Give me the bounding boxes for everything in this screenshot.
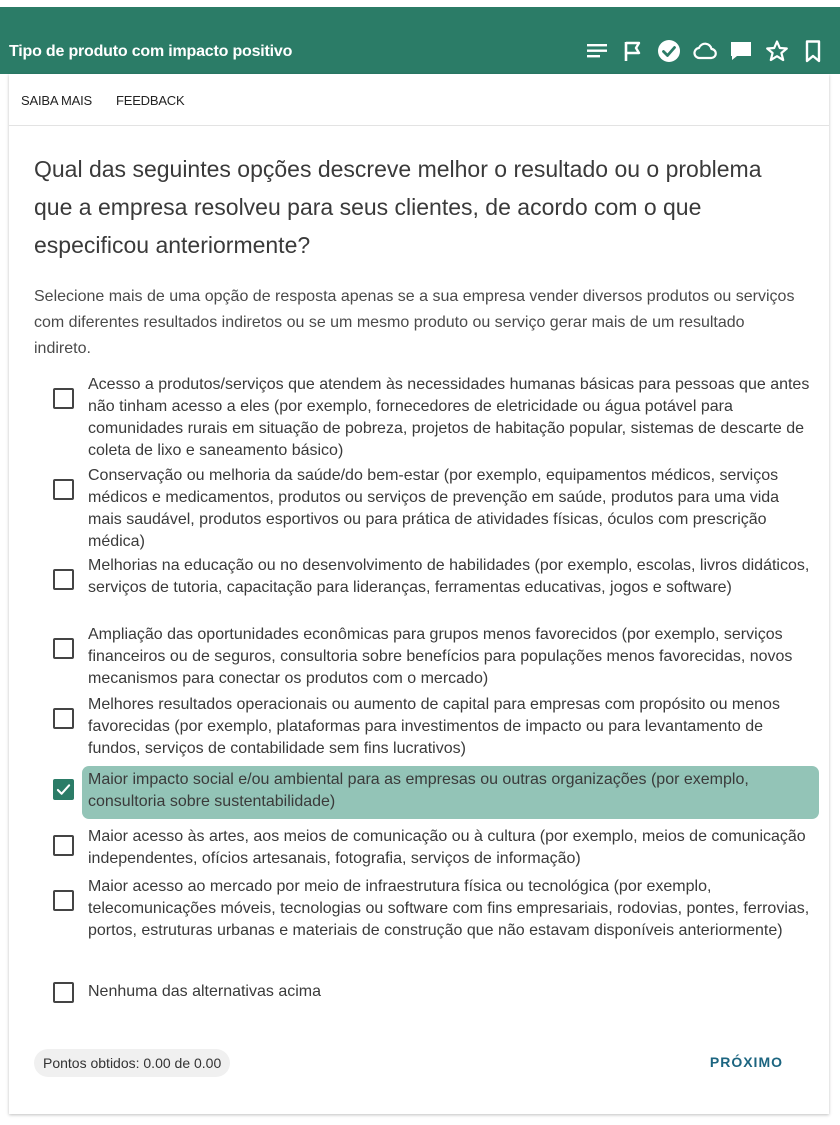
option-operational[interactable]: Melhores resultados operacionais ou aumento de capital para empresas com propósito ou menos favorecidas (por exemplo, plataformas para investimentos de impacto ou para levantamento de fundos, serviços de contabilidade sem fins lucrativos) [88, 696, 780, 757]
learn-more-link[interactable]: SAIBA MAIS [21, 93, 92, 108]
app-header [0, 0, 840, 80]
option-checkbox[interactable] [53, 638, 74, 659]
option-checkbox[interactable] [53, 982, 74, 1003]
option-economic[interactable]: Ampliação das oportunidades econômicas para grupos menos favorecidos (por exemplo, serviços financeiros ou de seguros, consultoria sobre benefícios para populações menos favorecidas, novos mecanismos para conectar os produtos com o mercado) [88, 626, 793, 687]
list-icon[interactable] [584, 38, 610, 64]
option-checkbox[interactable] [53, 835, 74, 856]
option-checkbox[interactable] [53, 479, 74, 500]
flag-icon[interactable] [620, 38, 646, 64]
option-checkbox-checked[interactable] [53, 779, 74, 800]
check-circle-icon[interactable] [656, 38, 682, 64]
sub-navigation [9, 74, 829, 126]
question-text: Qual das seguintes opções descreve melhor o resultado ou o problema que a empresa resolveu para seus clientes, de acordo com o que especificou anteriormente? [34, 156, 762, 258]
option-education[interactable]: Melhorias na educação ou no desenvolvimento de habilidades (por exemplo, escolas, livros didáticos, serviços de tutoria, capacitação para lideranças, ferramentas educativas, jogos e software) [88, 557, 810, 596]
option-checkbox[interactable] [53, 708, 74, 729]
option-checkbox[interactable] [53, 890, 74, 911]
cloud-icon[interactable] [692, 38, 718, 64]
points-badge: Pontos obtidos: 0.00 de 0.00 [34, 1049, 230, 1077]
star-icon[interactable] [764, 38, 790, 64]
question-card [9, 74, 829, 1114]
option-none[interactable]: Nenhuma das alternativas acima [88, 983, 322, 1000]
next-button[interactable]: PRÓXIMO [709, 1054, 783, 1070]
option-basic-needs[interactable]: Acesso a produtos/serviços que atendem às necessidades humanas básicas para pessoas que antes não tinham acesso a eles (por exemplo, fornecedores de eletricidade ou água potável para comunidades rurais em situação de pobreza, projetos de habitação popular, sistemas de descarte de coleta de lixo e saneamento básico) [88, 376, 810, 459]
instructions-text: Selecione mais de uma opção de resposta apenas se a sua empresa vender diversos produtos ou serviços com diferentes resultados indiretos ou se um mesmo produto ou serviço gerar mais de um resultado indireto. [34, 288, 795, 357]
option-checkbox[interactable] [53, 388, 74, 409]
header-toolbar [584, 37, 826, 65]
option-arts[interactable]: Maior acesso às artes, aos meios de comunicação ou à cultura (por exemplo, meios de comunicação independentes, ofícios artesanais, fotografia, serviços de informação) [88, 828, 806, 867]
option-social-impact[interactable]: Maior impacto social e/ou ambiental para as empresas ou outras organizações (por exemplo, consultoria sobre sustentabilidade) [82, 766, 819, 819]
comment-icon[interactable] [728, 38, 754, 64]
option-market-access[interactable]: Maior acesso ao mercado por meio de infraestrutura física ou tecnológica (por exemplo, telecomunicações móveis, tecnologias ou software com fins empresariais, rodovias, pontes, ferrovias, portos, estruturas urbanas e materiais de construção que não estavam disponíveis anteriormente) [88, 878, 810, 939]
page-title: Tipo de produto com impacto positivo [9, 43, 293, 60]
option-health[interactable]: Conservação ou melhoria da saúde/do bem-estar (por exemplo, equipamentos médicos, serviços médicos e medicamentos, produtos ou serviços de prevenção em saúde, produtos para uma vida mais saudável, produtos esportivos ou para prática de atividades físicas, óculos com prescrição médica) [88, 467, 780, 550]
bookmark-icon[interactable] [800, 38, 826, 64]
option-checkbox[interactable] [53, 569, 74, 590]
feedback-link[interactable]: FEEDBACK [115, 93, 185, 108]
checkmark-icon [56, 782, 71, 797]
header-bar [0, 7, 840, 74]
